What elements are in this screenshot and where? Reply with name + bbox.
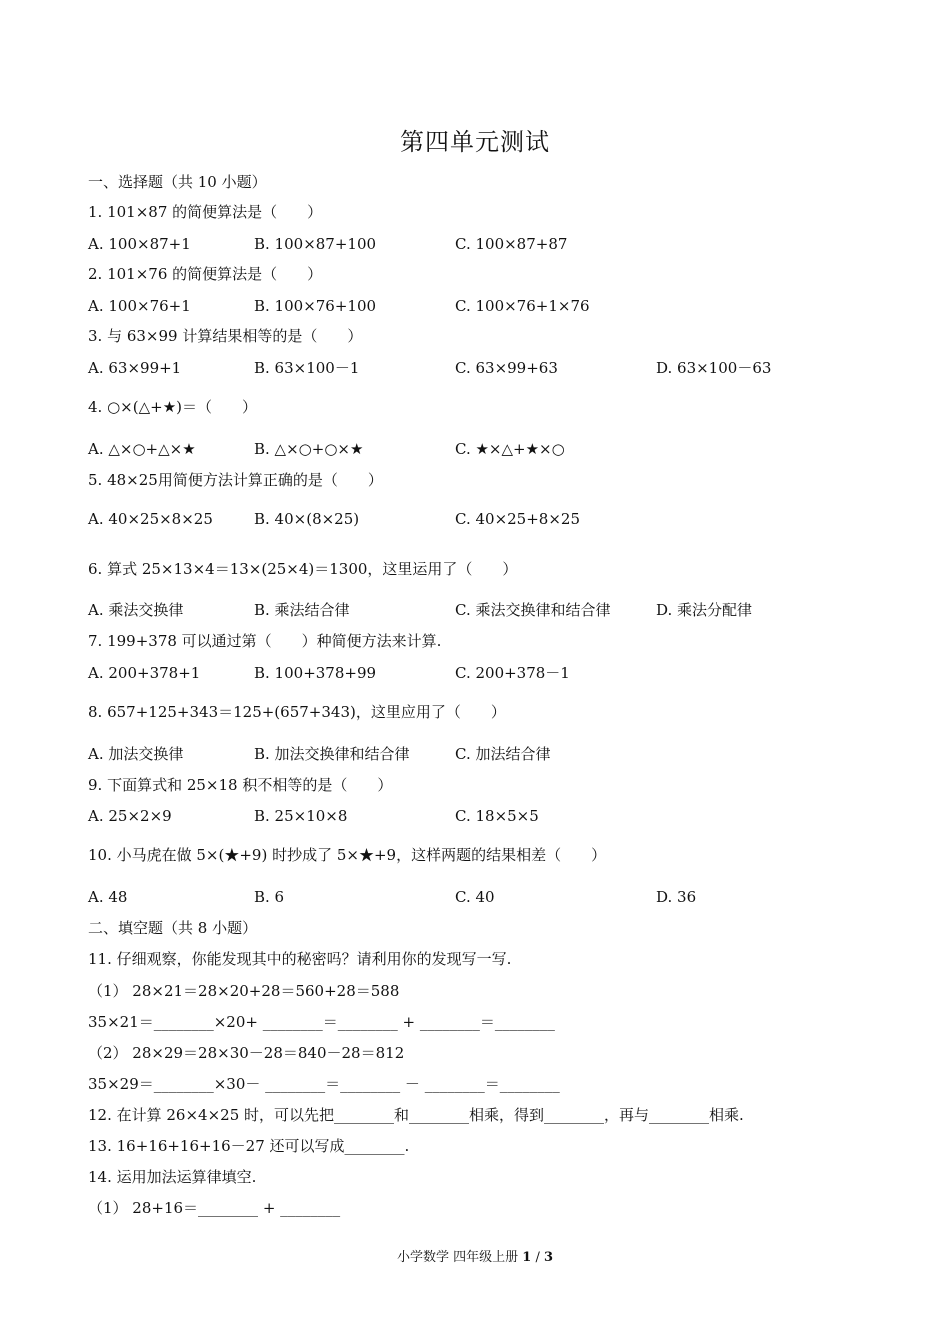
q3-option-a: A. 63×99+1 <box>88 359 182 377</box>
q9-option-a: A. 25×2×9 <box>88 807 172 825</box>
q11-blank-line-1: 35×21＝________×20+ ________＝________ + ________＝________ <box>88 1013 555 1031</box>
question-4: 4. ○×(△+★)＝（ ） <box>88 398 257 416</box>
q8-option-c: C. 加法结合律 <box>455 745 551 763</box>
q2-option-a: A. 100×76+1 <box>88 297 191 315</box>
question-6: 6. 算式 25×13×4＝13×(25×4)＝1300，这里运用了（ ） <box>88 560 518 578</box>
q6-option-a: A. 乘法交换律 <box>88 601 184 619</box>
question-9: 9. 下面算式和 25×18 积不相等的是（ ） <box>88 776 393 794</box>
q11-example-2: （2） 28×29＝28×30－28＝840－28＝812 <box>88 1044 405 1062</box>
q11-blank-line-2: 35×29＝________×30－ ________＝________ － ________＝________ <box>88 1075 560 1093</box>
q8-option-b: B. 加法交换律和结合律 <box>254 745 410 763</box>
q4-option-a: A. △×○+△×★ <box>88 440 196 458</box>
section-heading-fill: 二、填空题（共 8 小题） <box>88 919 258 937</box>
q8-option-a: A. 加法交换律 <box>88 745 184 763</box>
footer-separator: / <box>531 1250 544 1265</box>
q5-option-a: A. 40×25×8×25 <box>88 510 213 528</box>
question-2: 2. 101×76 的简便算法是（ ） <box>88 265 323 283</box>
q14-part-1: （1） 28+16＝________ + ________ <box>88 1199 341 1217</box>
q9-option-b: B. 25×10×8 <box>254 807 348 825</box>
q10-option-c: C. 40 <box>455 888 495 906</box>
q5-option-c: C. 40×25+8×25 <box>455 510 580 528</box>
q11-example-1: （1） 28×21＝28×20+28＝560+28＝588 <box>88 982 400 1000</box>
question-11: 11. 仔细观察，你能发现其中的秘密吗？请利用你的发现写一写. <box>88 950 512 968</box>
q7-option-b: B. 100+378+99 <box>254 664 377 682</box>
q10-option-d: D. 36 <box>656 888 697 906</box>
question-13: 13. 16+16+16+16－27 还可以写成________. <box>88 1137 410 1155</box>
q3-option-d: D. 63×100－63 <box>656 359 772 377</box>
q4-option-b: B. △×○+○×★ <box>254 440 364 458</box>
q2-option-c: C. 100×76+1×76 <box>455 297 590 315</box>
q6-option-b: B. 乘法结合律 <box>254 601 350 619</box>
q10-option-b: B. 6 <box>254 888 285 906</box>
q6-option-c: C. 乘法交换律和结合律 <box>455 601 611 619</box>
q1-option-a: A. 100×87+1 <box>88 235 191 253</box>
q9-option-c: C. 18×5×5 <box>455 807 539 825</box>
question-8: 8. 657+125+343＝125+(657+343)，这里应用了（ ） <box>88 703 506 721</box>
q4-option-c: C. ★×△+★×○ <box>455 440 565 458</box>
q3-option-b: B. 63×100－1 <box>254 359 360 377</box>
q5-option-b: B. 40×(8×25) <box>254 510 360 528</box>
question-3: 3. 与 63×99 计算结果相等的是（ ） <box>88 327 363 345</box>
q3-option-c: C. 63×99+63 <box>455 359 558 377</box>
question-14: 14. 运用加法运算律填空. <box>88 1168 257 1186</box>
section-heading-choice: 一、选择题（共 10 小题） <box>88 173 267 191</box>
q1-option-b: B. 100×87+100 <box>254 235 377 253</box>
question-10: 10. 小马虎在做 5×(★+9) 时抄成了 5×★+9，这样两题的结果相差（ ） <box>88 846 607 864</box>
footer-page-number: 1 <box>522 1250 532 1265</box>
q10-option-a: A. 48 <box>88 888 128 906</box>
footer-subject: 小学数学 四年级上册 <box>396 1250 519 1265</box>
q2-option-b: B. 100×76+100 <box>254 297 377 315</box>
q6-option-d: D. 乘法分配律 <box>656 601 753 619</box>
page-footer <box>0 1246 950 1265</box>
question-1: 1. 101×87 的简便算法是（ ） <box>88 203 323 221</box>
question-7: 7. 199+378 可以通过第（ ）种简便方法来计算. <box>88 632 442 650</box>
page-title: 第四单元测试 <box>400 128 550 156</box>
q7-option-c: C. 200+378－1 <box>455 664 570 682</box>
footer-page-total: 3 <box>543 1250 554 1265</box>
q7-option-a: A. 200+378+1 <box>88 664 201 682</box>
q1-option-c: C. 100×87+87 <box>455 235 568 253</box>
question-12: 12. 在计算 26×4×25 时，可以先把________和________相乘，得到________，再与________相乘. <box>88 1106 744 1124</box>
question-5: 5. 48×25用简便方法计算正确的是（ ） <box>88 471 383 489</box>
